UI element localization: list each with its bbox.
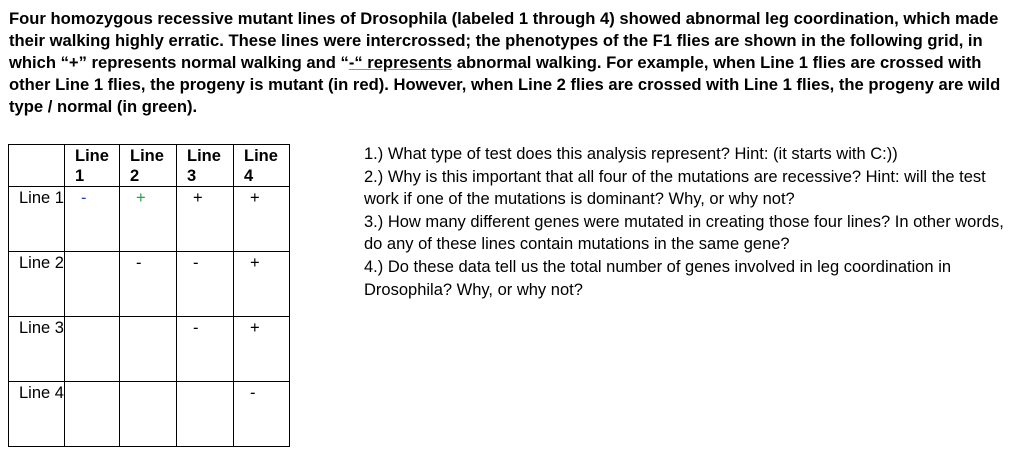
column-header-line-2: Line 2	[120, 145, 177, 187]
result-cell-1x2: +	[120, 187, 177, 252]
question-3: 3.) How many different genes were mutated in creating those four lines? In other words, do any of these lines contain mutations in the same gene?	[364, 212, 1004, 254]
grid-row-line-4	[9, 382, 290, 447]
result-cell-3x4: +	[234, 317, 290, 382]
result-cell-4x2	[120, 382, 177, 447]
grid-row-line-2	[9, 252, 290, 317]
result-cell-4x4: -	[234, 382, 290, 447]
intro-text-part2: abnormal walking. For example, when Line 1 flies are crossed with other Line 1 flies, the progeny is mutant (in red). However, when Line 2 flies are crossed with Line 1 flies, the progeny are wild type / normal (in green).	[9, 53, 1001, 116]
result-cell-2x3: -	[177, 252, 234, 317]
row-label-line-1: Line 1	[9, 187, 65, 252]
result-cell-1x3: +	[177, 187, 234, 252]
intro-text-part1: Four homozygous recessive mutant lines of Drosophila (labeled 1 through 4) showed abnormal leg coordination, which made their walking highly erratic. These lines were intercrossed; the phenotypes of the F1 flies are shown in the following grid, in which “+” represents normal walking and “	[9, 9, 999, 72]
result-cell-3x3: -	[177, 317, 234, 382]
grid-corner-cell	[9, 145, 65, 187]
minus-represents-text: -“ represents	[348, 53, 453, 72]
result-cell-2x1	[65, 252, 120, 317]
result-cell-2x4: +	[234, 252, 290, 317]
cross-results-grid	[8, 144, 290, 447]
question-1: 1.) What type of test does this analysis represent? Hint: (it starts with C:))	[364, 145, 898, 163]
grid-row-line-1	[9, 187, 290, 252]
column-header-line-1: Line 1	[65, 145, 120, 187]
question-2: 2.) Why is this important that all four of the mutations are recessive? Hint: will the test work if one of the mutations is dominant? Why, or why not?	[364, 167, 986, 209]
result-cell-1x1: -	[65, 187, 120, 252]
grid-row-line-3	[9, 317, 290, 382]
result-cell-3x2	[120, 317, 177, 382]
result-cell-4x3	[177, 382, 234, 447]
question-4: 4.) Do these data tell us the total number of genes involved in leg coordination in Drosophila? Why, or why not?	[364, 257, 952, 299]
questions-list	[364, 143, 1014, 301]
intro-paragraph	[9, 8, 1014, 118]
result-cell-3x1	[65, 317, 120, 382]
row-label-line-2: Line 2	[9, 252, 65, 317]
result-cell-4x1	[65, 382, 120, 447]
row-label-line-3: Line 3	[9, 317, 65, 382]
column-header-line-3: Line 3	[177, 145, 234, 187]
row-label-line-4: Line 4	[9, 382, 65, 447]
column-header-line-4: Line 4	[234, 145, 290, 187]
result-cell-2x2: -	[120, 252, 177, 317]
grid-header-row	[9, 145, 290, 187]
result-cell-1x4: +	[234, 187, 290, 252]
